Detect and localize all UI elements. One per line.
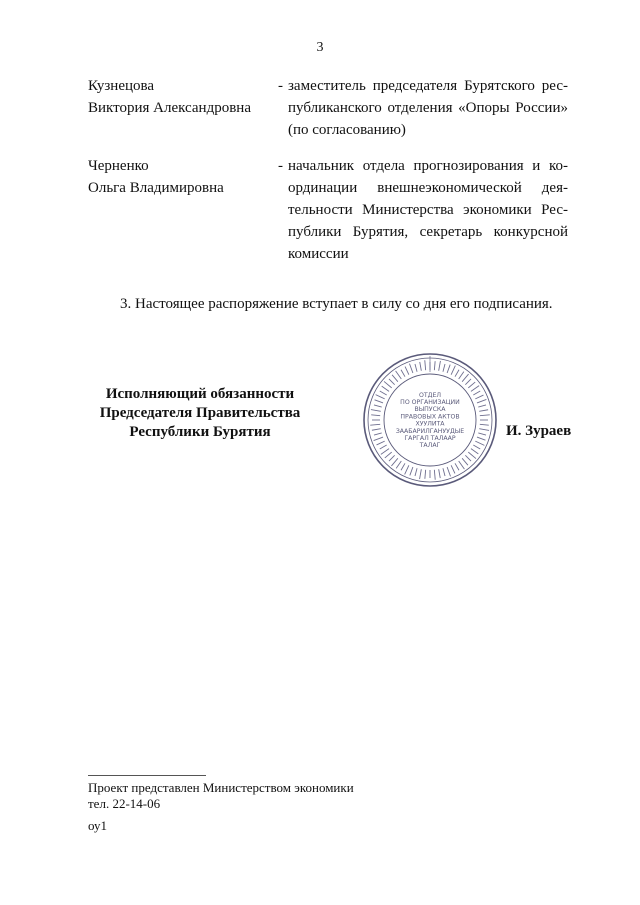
role-line: комиссии	[288, 246, 349, 262]
document-code: оу1	[88, 818, 108, 833]
role-line: публики Бурятия, секретарь конкурсной	[288, 224, 568, 240]
role-line: публиканского отделения «Опоры России»	[288, 100, 568, 116]
member-role	[288, 75, 568, 141]
seal-text-line: ОТДЕЛ	[418, 391, 442, 399]
role-line: ординации внешнеэкономической дея-	[288, 180, 568, 196]
footnote-divider	[88, 775, 206, 776]
footnote	[88, 780, 354, 812]
seal-text-line: ПО ОРГАНИЗАЦИИ	[400, 399, 460, 406]
seal-text-line: ХУУЛИТА	[415, 420, 445, 428]
member-surname: Черненко	[88, 158, 149, 174]
signer-title	[60, 385, 340, 442]
clause-3: 3. Настоящее распоряжение вступает в силу со дня его подписания.	[120, 296, 553, 312]
seal-text-line: ТАЛАГ	[419, 442, 441, 450]
signer-title-line: Исполняющий обязанности	[105, 386, 295, 402]
seal-text-line: ПРАВОВЫХ АКТОВ	[400, 413, 460, 421]
member-name	[88, 75, 268, 119]
role-line: тельности Министерства экономики Рес-	[288, 202, 568, 218]
member-dash: -	[278, 158, 283, 174]
seal-text-line: ЗААБАРИЛГАНУУДЫЕ	[395, 427, 465, 435]
member-dash: -	[278, 78, 283, 94]
member-name	[88, 155, 268, 199]
page-number: 3	[316, 40, 324, 55]
role-line: (по согласованию)	[288, 122, 406, 138]
seal-text-line: ГАРГАЛ ТАЛААР	[404, 435, 456, 442]
member-given-names: Ольга Владимировна	[88, 180, 224, 196]
signer-title-line: Председателя Правительства	[99, 405, 301, 421]
member-surname: Кузнецова	[88, 78, 155, 94]
signer-title-line: Республики Бурятия	[129, 424, 271, 440]
member-role	[288, 155, 568, 265]
seal-text-line: ВЫПУСКА	[414, 406, 446, 414]
footnote-phone: тел. 22-14-06	[88, 796, 161, 811]
official-seal	[360, 350, 500, 490]
role-line: заместитель председателя Бурятского рес-	[288, 78, 568, 94]
signer-name: И. Зураев	[506, 423, 572, 439]
member-given-names: Виктория Александровна	[88, 100, 251, 116]
role-line: начальник отдела прогнозирования и ко-	[288, 158, 568, 174]
footnote-line: Проект представлен Министерством экономики	[88, 780, 354, 795]
